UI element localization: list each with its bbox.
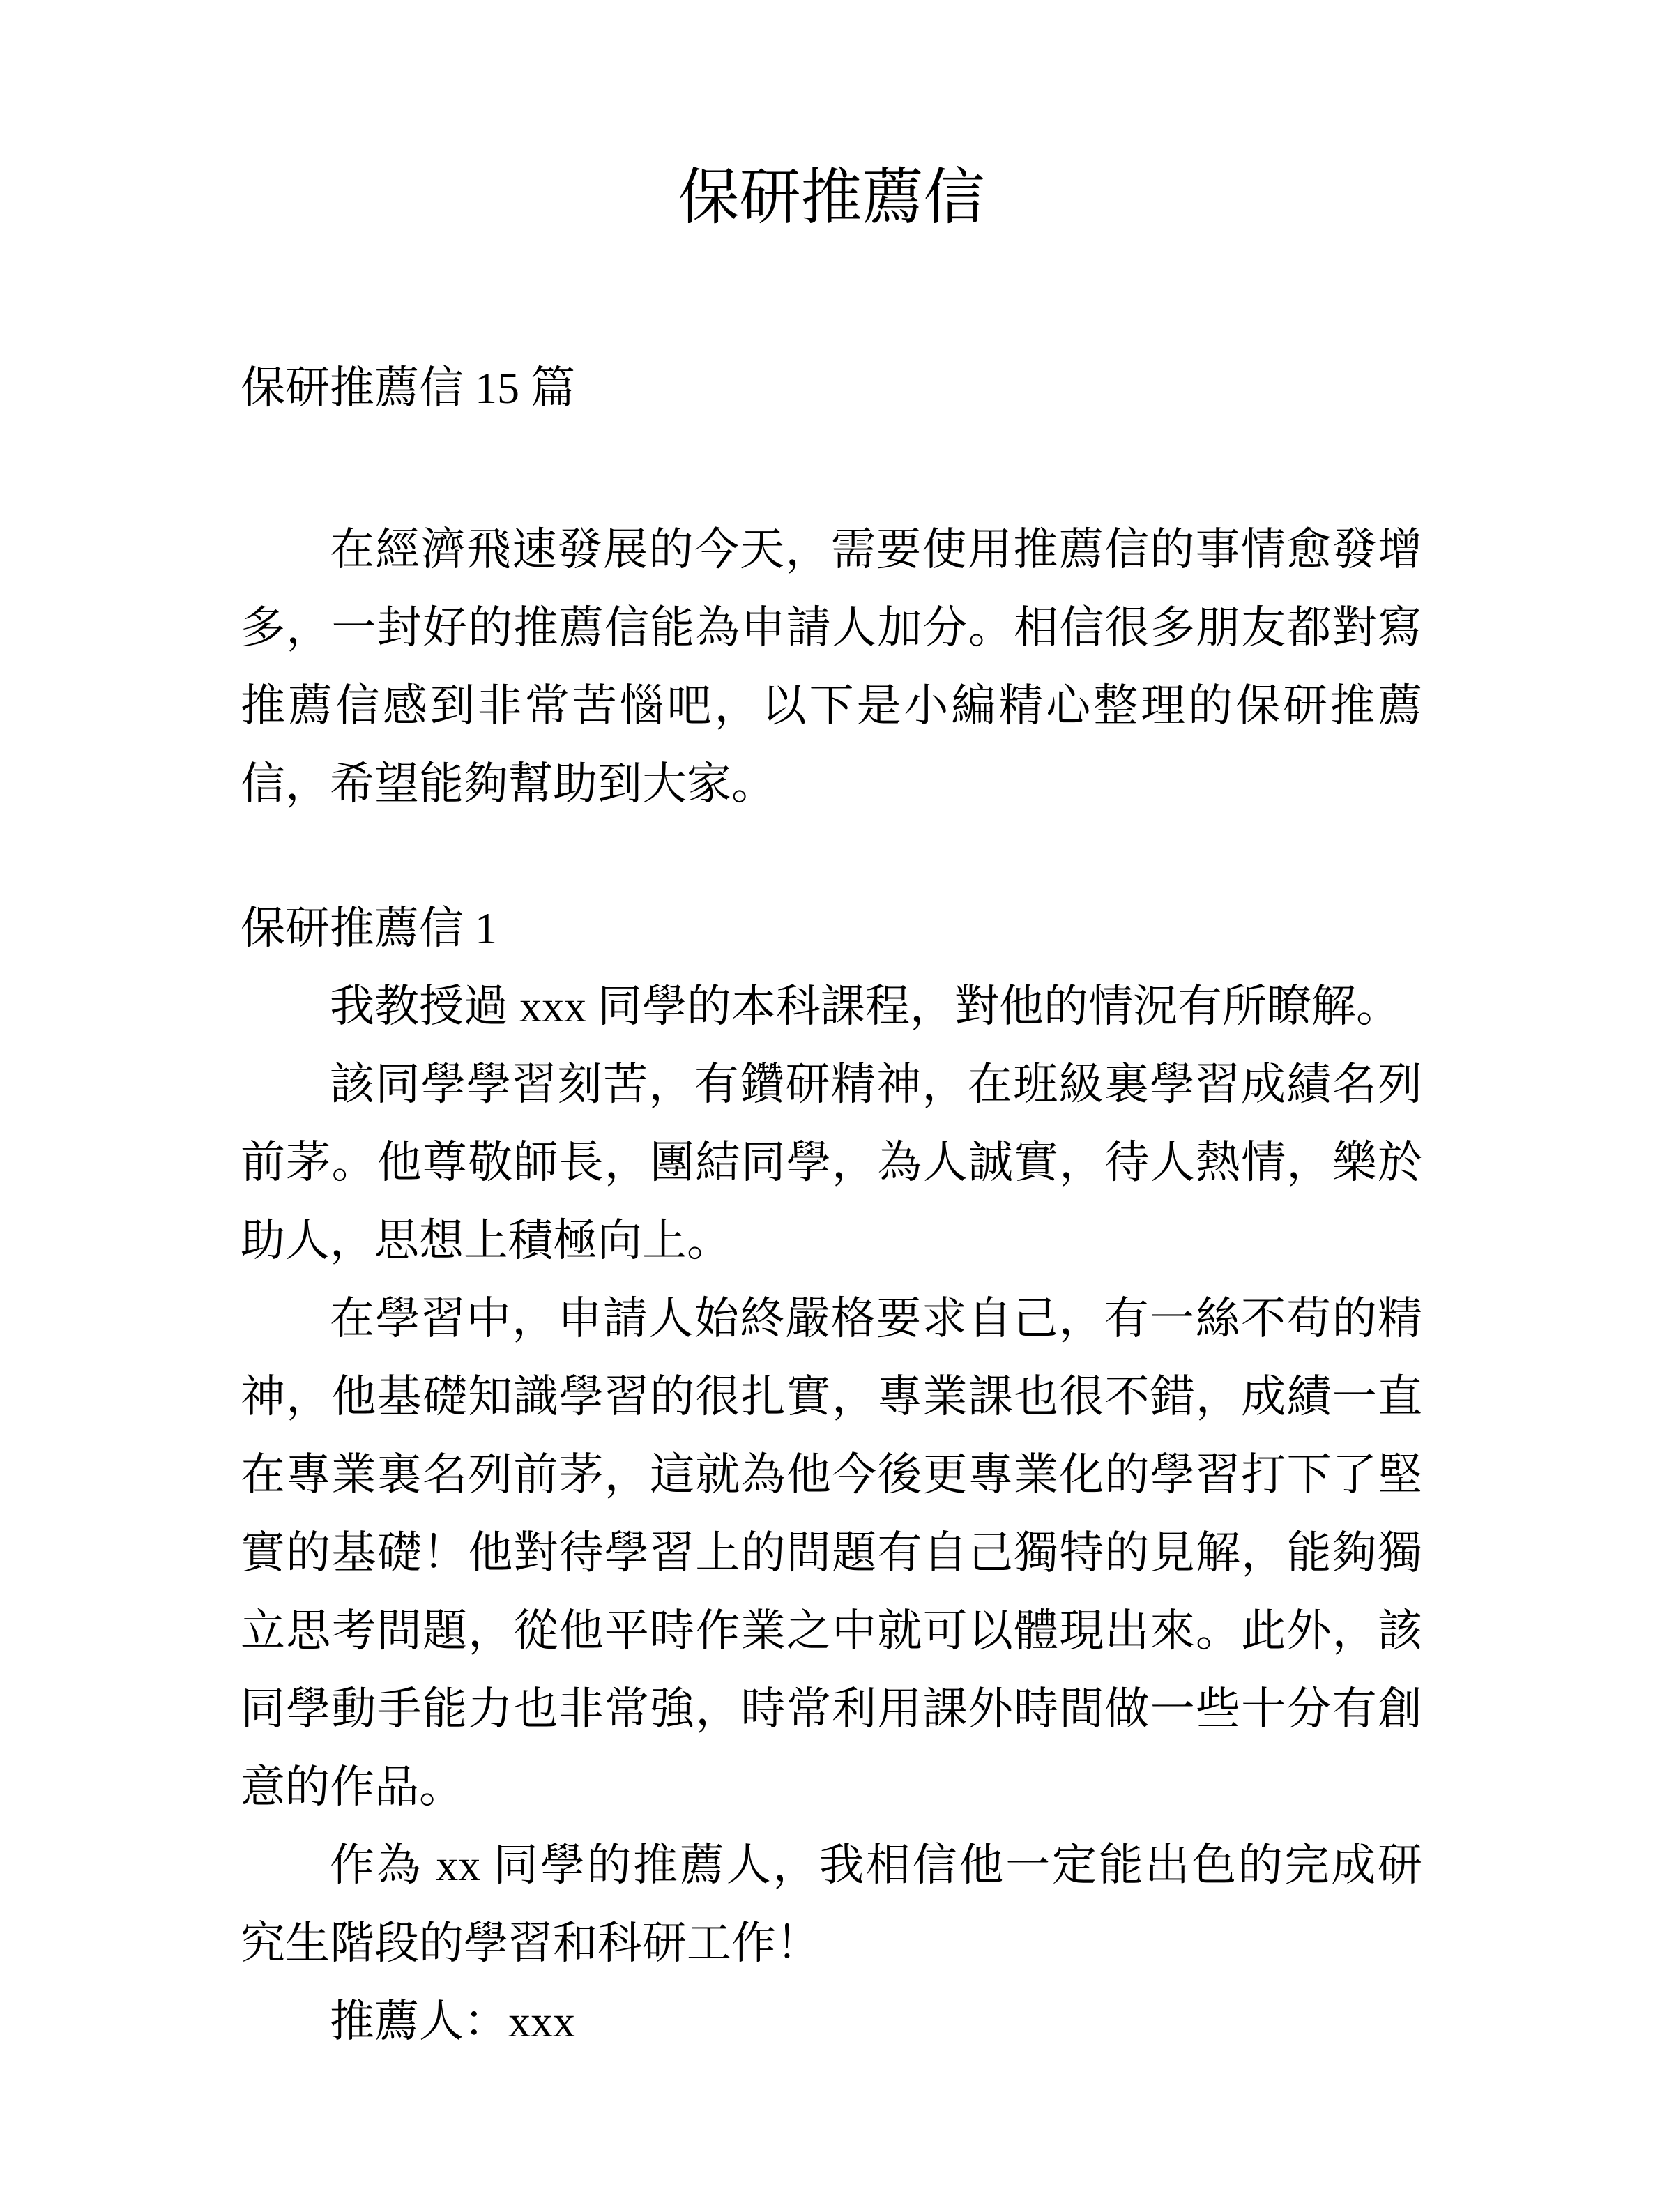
intro-paragraph: 在經濟飛速發展的今天，需要使用推薦信的事情愈發增多，一封好的推薦信能為申請人加分。相信很多朋友都對寫推薦信感到非常苦惱吧，以下是小編精心整理的保研推薦信，希望能夠幫助到大家。 bbox=[241, 525, 1422, 809]
collection-count-label: 保研推薦信 15 篇 bbox=[241, 363, 575, 413]
document-title: 保研推薦信 bbox=[678, 165, 985, 232]
section-heading-letter-1: 保研推薦信 1 bbox=[241, 903, 497, 953]
letter-paragraph-academics: 在學習中，申請人始終嚴格要求自己，有一絲不苟的精神，他基礎知識學習的很扎實，專業課也很不錯，成績一直在專業裏名列前茅，這就為他今後更專業化的學習打下了堅實的基礎！他對待學習上的問題有自己獨特的見解，能夠獨立思考問題，從他平時作業之中就可以體現出來。此外，該同學動手能力也非常強，時常利用課外時間做一些十分有創意的作品。 bbox=[241, 1294, 1422, 1812]
letter-paragraph-character: 該同學學習刻苦，有鑽研精神，在班級裏學習成績名列前茅。他尊敬師長，團結同學，為人誠實，待人熱情，樂於助人，思想上積極向上。 bbox=[241, 1060, 1422, 1265]
letter-signature-line: 推薦人：xxx bbox=[330, 1997, 575, 2046]
letter-paragraph-opening: 我教授過 xxx 同學的本科課程，對他的情況有所瞭解。 bbox=[330, 982, 1401, 1031]
letter-paragraph-endorsement: 作為 xx 同學的推薦人，我相信他一定能出色的完成研究生階段的學習和科研工作！ bbox=[241, 1840, 1422, 1968]
